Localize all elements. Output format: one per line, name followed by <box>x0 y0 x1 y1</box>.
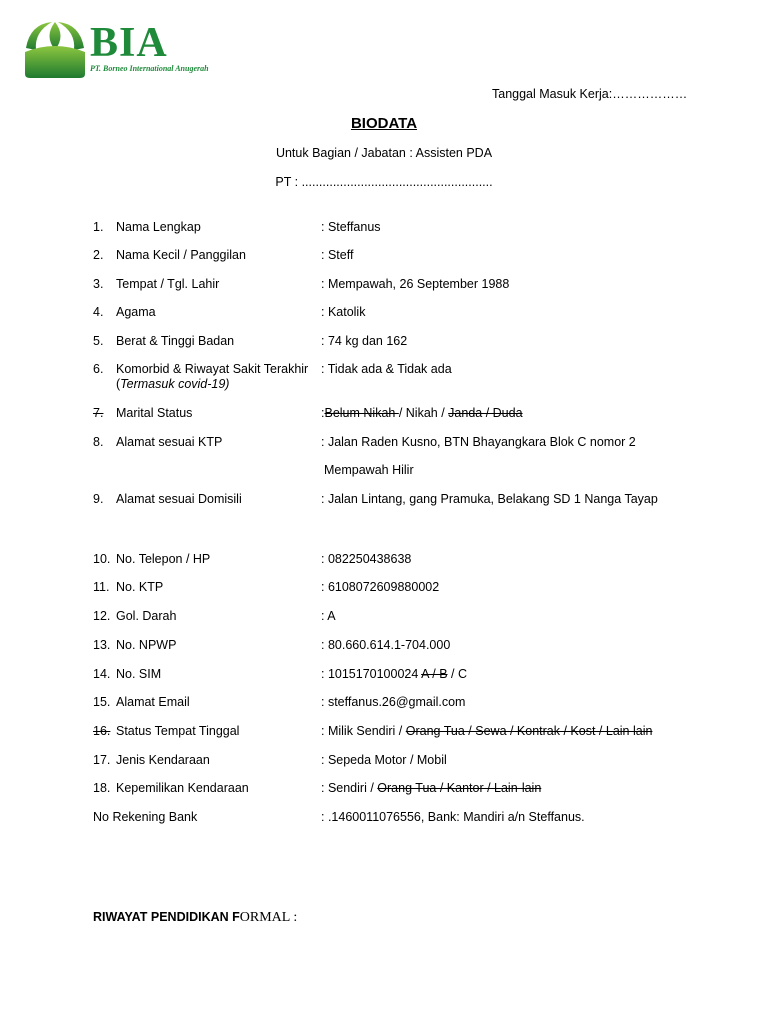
residence-status-options: : Milik Sendiri / Orang Tua / Sewa / Kontrak / Kost / Lain lain <box>321 724 653 738</box>
row-number: 7. <box>93 406 104 420</box>
row-number: 12. <box>93 609 111 623</box>
row-number: 14. <box>93 667 111 681</box>
row-value: : A <box>321 609 336 623</box>
row-number: 6. <box>93 362 104 376</box>
row-number: 17. <box>93 753 111 767</box>
row-value: : Steff <box>321 248 354 262</box>
row-value: : Tidak ada & Tidak ada <box>321 362 452 376</box>
entry-date-field: Tanggal Masuk Kerja:……………… <box>492 87 688 101</box>
row-label: Gol. Darah <box>116 609 177 623</box>
row-label: Alamat sesuai KTP <box>116 435 223 449</box>
vehicle-ownership-options: : Sendiri / Orang Tua / Kantor / Lain-lain <box>321 781 542 795</box>
row-value: : 082250438638 <box>321 552 412 566</box>
row-number: 8. <box>93 435 104 449</box>
row-label: Alamat sesuai Domisili <box>116 492 242 506</box>
row-value-continued: Mempawah Hilir <box>324 463 414 477</box>
row-value: : Mempawah, 26 September 1988 <box>321 277 510 291</box>
row-value: : 80.660.614.1-704.000 <box>321 638 451 652</box>
row-number: 2. <box>93 248 104 262</box>
logo-company-name: PT. Borneo International Anugerah <box>90 64 209 73</box>
row-label: No Rekening Bank <box>93 810 198 824</box>
row-label: Status Tempat Tinggal <box>116 724 240 738</box>
company-logo <box>22 18 236 80</box>
row-label: No. NPWP <box>116 638 177 652</box>
row-label: No. SIM <box>116 667 162 681</box>
row-label-note: (Termasuk covid-19) <box>116 377 230 391</box>
row-label: Jenis Kendaraan <box>116 753 210 767</box>
position-line: Untuk Bagian / Jabatan : Assisten PDA <box>275 146 493 160</box>
row-label: Nama Kecil / Panggilan <box>116 248 246 262</box>
row-number: 15. <box>93 695 111 709</box>
row-label: Nama Lengkap <box>116 220 201 234</box>
row-label: No. KTP <box>116 580 164 594</box>
row-label: Alamat Email <box>116 695 190 709</box>
row-number: 4. <box>93 305 104 319</box>
row-number: 5. <box>93 334 104 348</box>
section-heading: RIWAYAT PENDIDIKAN FORMAL : <box>93 910 298 925</box>
row-value: : Steffanus <box>321 220 381 234</box>
row-value: : steffanus.26@gmail.com <box>321 695 466 709</box>
row-label: Agama <box>116 305 156 319</box>
row-value: : 74 kg dan 162 <box>321 334 408 348</box>
pt-line: PT : ....................................................... <box>275 175 493 189</box>
row-value: : .1460011076556, Bank: Mandiri a/n Steffanus. <box>321 810 585 824</box>
row-label: Marital Status <box>116 406 193 420</box>
row-value: : Sepeda Motor / Mobil <box>321 753 447 767</box>
row-value: : Katolik <box>321 305 366 319</box>
row-number: 11. <box>93 580 110 594</box>
row-number: 18. <box>93 781 111 795</box>
document-title: BIODATA <box>350 115 418 132</box>
row-number: 3. <box>93 277 104 291</box>
logo-wordmark: BIA <box>90 20 168 66</box>
row-label: Komorbid & Riwayat Sakit Terakhir <box>116 362 309 376</box>
row-label: Tempat / Tgl. Lahir <box>116 277 220 291</box>
sim-options: : 1015170100024 A / B / C <box>321 667 467 681</box>
row-value: : Jalan Raden Kusno, BTN Bhayangkara Blok C nomor 2 <box>321 435 636 449</box>
row-value: : Jalan Lintang, gang Pramuka, Belakang SD 1 Nanga Tayap <box>321 492 658 506</box>
row-number: 10. <box>93 552 111 566</box>
row-number: 16. <box>93 724 111 738</box>
row-label: No. Telepon / HP <box>116 552 211 566</box>
row-number: 9. <box>93 492 104 506</box>
row-number: 1. <box>93 220 104 234</box>
row-label: Berat & Tinggi Badan <box>116 334 235 348</box>
row-value: : 6108072609880002 <box>321 580 440 594</box>
leaf-logo-icon <box>22 18 88 80</box>
row-number: 13. <box>93 638 111 652</box>
marital-status-options: :Belum Nikah / Nikah / Janda / Duda <box>321 406 523 420</box>
row-label: Kepemilikan Kendaraan <box>116 781 249 795</box>
